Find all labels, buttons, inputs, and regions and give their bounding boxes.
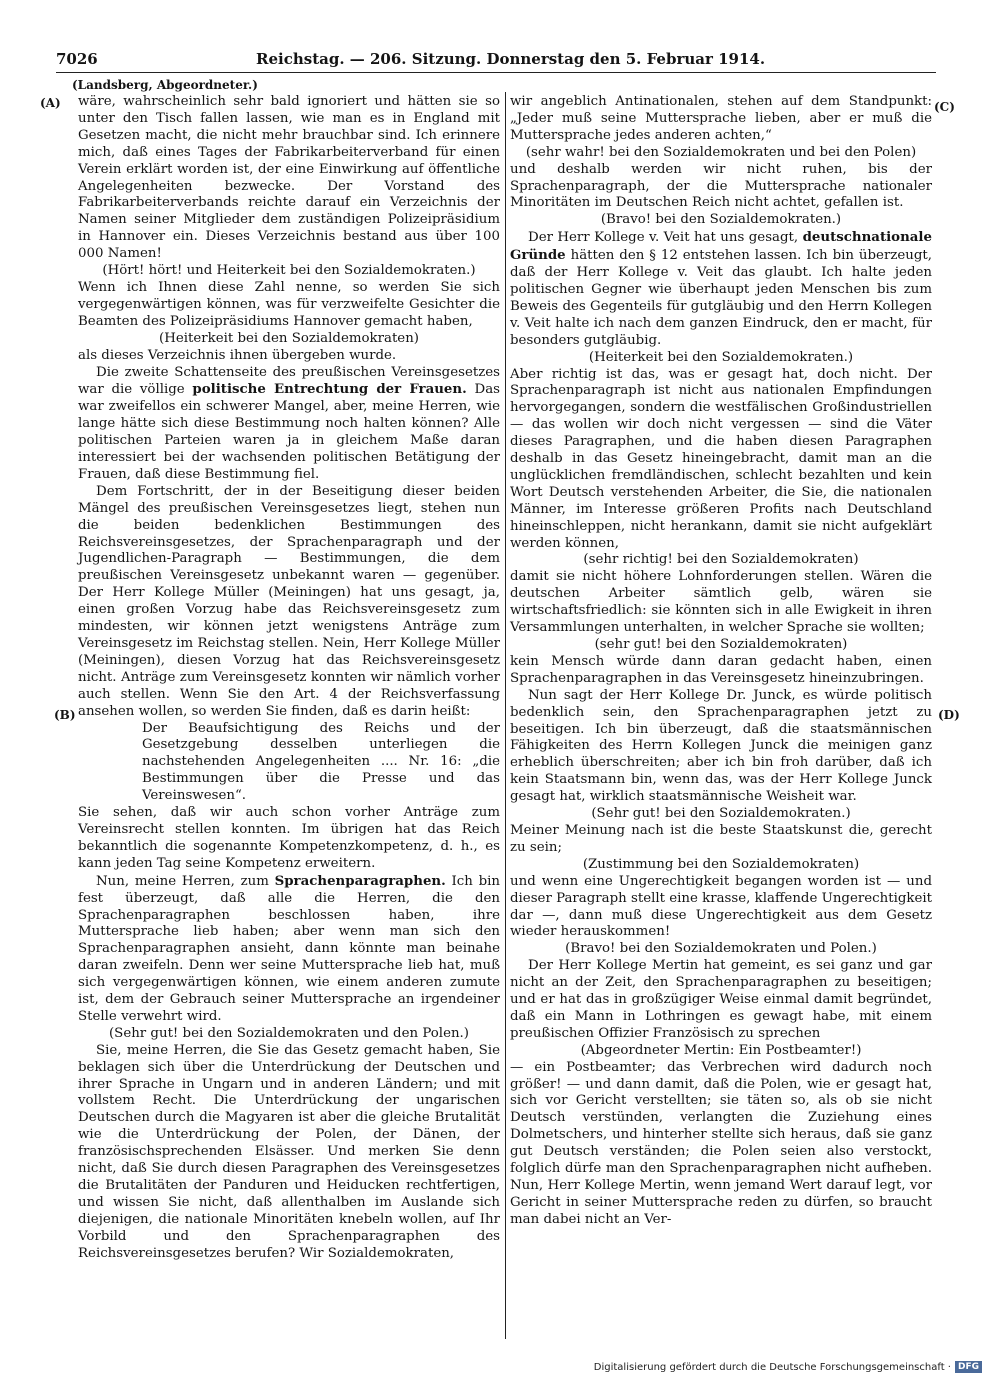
text-run: Die zweite Schattenseite des preußischen Vereinsgesetzes war die völlige — [78, 364, 500, 398]
paragraph: kein Mensch würde dann daran gedacht haben, einen Sprachenparagraphen in das Vereinsgesetz hineinzubringen. — [510, 653, 932, 686]
emphasis: deutschnationale Gründe — [510, 229, 932, 264]
text-run: hätten den § 12 entstehen lassen. Ich bin überzeugt, daß der Herr Kollege v. Veit das glaubt. Ich halte jeden politischen Gegner wie überhaupt jeden Menschen bis zum Beweis des Gegenteils für gutgläubig und den Herrn Kollegen v. Veit halte ich nach dem ganzen Eindruck, den er macht, für besonders gutgläubig. — [510, 248, 932, 348]
interjection: (Hört! hört! und Heiterkeit bei den Sozialdemokraten.) — [102, 263, 476, 279]
footer-text: Digitalisierung gefördert durch die Deutsche Forschungsgemeinschaft · — [593, 1361, 951, 1373]
block-quote: Der Beaufsichtigung des Reichs und der Gesetzgebung desselben unterliegen die nachstehenden Angelegenheiten .... Nr. 16: „die Bestimmungen über die Presse und das Vereinswesen“. — [142, 720, 500, 804]
margin-marker-c: (C) — [934, 100, 955, 114]
paragraph: als dieses Verzeichnis ihnen übergeben wurde. — [78, 347, 397, 363]
paragraph: Nun sagt der Herr Kollege Dr. Junck, es würde politisch bedenklich sein, den Sprachenparagraphen jetzt zu beseitigen. Ich bin überzeugt, daß die staatsmännischen Fähigkeiten des Herrn Kollegen Junck die meinigen ganz erheblich überschreiten; aber ich bin froh darüber, daß ich kein Staatsmann bin, wenn das, was der Herr Kollege Junck gesagt hat, wirklich staatsmännische Weisheit war. — [510, 687, 932, 805]
paragraph: wir angeblich Antinationalen, stehen auf dem Standpunkt: „Jeder muß seine Muttersprache lieben, aber er muß die Muttersprache jedes anderen achten,“ — [510, 94, 932, 143]
header-title: Reichstag. — 206. Sitzung. Donnerstag den 5. Februar 1914. — [256, 50, 766, 68]
paragraph: Wenn ich Ihnen diese Zahl nenne, so werden Sie sich vergegenwärtigen können, was für verzweifelte Gesichter die Beamten des Polizeipräsidiums Hannover gemacht haben, — [78, 279, 500, 329]
paragraph: Dem Fortschritt, der in der Beseitigung dieser beiden Mängel des preußischen Vereinsgesetzes liegt, stehen nun die beiden bedenklichen Bestimmungen des Reichsvereinsgesetzes, der Sprachenparagraph und der Jugendlichen-Paragraph — Bestimmungen, die dem preußischen Vereinsgesetz unbekannt waren — gegenüber. Der Herr Kollege Müller (Meiningen) hat uns gesagt, ja, einen großen Vorzug habe das Reichsvereinsgesetz zum mindesten, wir können jetzt wenigstens Anträge zum Vereinsgesetz im Reichstag stellen. Nein, Herr Kollege Müller (Meiningen), diesen Vorzug hat das Reichsvereinsgesetz nicht. Anträge zum Vereinsgesetz konnten wir nämlich vorher auch stellen. Wenn Sie den Art. 4 der Reichsverfassung ansehen wollen, so werden Sie finden, daß es darin heißt: — [78, 483, 500, 719]
interjection: (Bravo! bei den Sozialdemokraten.) — [600, 212, 842, 228]
interjection: (Bravo! bei den Sozialdemokraten und Polen.) — [565, 941, 877, 957]
interjection: (sehr richtig! bei den Sozialdemokraten) — [583, 552, 859, 568]
interjection: (Heiterkeit bei den Sozialdemokraten.) — [588, 349, 854, 365]
paragraph — [510, 229, 932, 349]
paragraph: damit sie nicht höhere Lohnforderungen stellen. Wären die deutschen Arbeiter sämtlich gelb, wären sie wirtschaftsfriedlich: sie könnten sich in alle Ewigkeit in ihren Versammlungen unterhalten, in welcher Sprache sie wollten; — [510, 569, 932, 636]
paragraph — [78, 365, 500, 484]
margin-marker-d: (D) — [938, 708, 960, 722]
interjection: (sehr wahr! bei den Sozialdemokraten und bei den Polen) — [525, 144, 917, 160]
paragraph: Sie sehen, daß wir auch schon vorher Anträge zum Vereinsrecht stellen konnten. Im übrigen hat das Reich bekanntlich die sogenannte Kompetenzkompetenz, d. h., es kann jeden Tag seine Kompetenz erweitern. — [78, 805, 500, 871]
paragraph: und wenn eine Ungerechtigkeit begangen worden ist — und dieser Paragraph stellt eine krasse, klaffende Ungerechtigkeit dar —, dann muß diese Ungerechtigkeit aus dem Gesetz wieder herauskommen! — [510, 873, 932, 940]
interjection: (Heiterkeit bei den Sozialdemokraten) — [158, 330, 420, 346]
emphasis: politische Entrechtung der Frauen. — [192, 381, 467, 398]
paragraph: und deshalb werden wir nicht ruhen, bis der Sprachenparagraph, der die Muttersprache nationaler Minoritäten im Deutschen Reich nicht achtet, gefallen ist. — [510, 161, 932, 211]
paragraph — [78, 873, 500, 1026]
text-run: Nun, meine Herren, zum — [96, 873, 269, 889]
paragraph: wäre, wahrscheinlich sehr bald ignoriert und hätten sie so unter den Tisch fallen lassen, wie man es in England mit Gesetzen macht, die nicht mehr brauchbar sind. Ich erinnere mich, daß eines Tages der Fabrikarbeiterverband für einen Verein erklärt worden ist, der eine Einwirkung auf öffentliche Angelegenheiten bezwecke. Der Vorstand des Fabrikarbeiterverbands reichte darauf ein Verzeichnis der Namen seiner Mitglieder dem zuständigen Polizeipräsidium in Hannover ein. Dieses Verzeichnis bestand aus über 100 000 Namen! — [78, 94, 500, 262]
interjection: (Sehr gut! bei den Sozialdemokraten und den Polen.) — [108, 1025, 470, 1041]
column-rule — [505, 92, 506, 1339]
interjection: (Abgeordneter Mertin: Ein Postbeamter!) — [580, 1042, 862, 1058]
footer-credit — [594, 1361, 982, 1373]
text-run: Der Herr Kollege v. Veit hat uns gesagt, — [528, 230, 799, 246]
paragraph: Sie, meine Herren, die Sie das Gesetz gemacht haben, Sie beklagen sich über die Unterdrückung der Deutschen und ihrer Sprache in Ungarn und in anderen Ländern; und mit vollstem Recht. Die Unterdrückung der ungarischen Deutschen durch die Magyaren ist aber die gleiche Brutalität wie die Unterdrückung der Polen, der Dänen, der französischsprechenden Elsässer. Und merken Sie denn nicht, daß Sie durch diesen Paragraphen des Vereinsgesetzes die Brutalitäten der Panduren und Heiducken rechtfertigen, und wissen Sie nicht, daß allenthalben im Auslande sich diejenigen, die nationale Minoritäten knebeln wollen, auf Ihr Vorbild und den Sprachenparagraphen des Reichsvereinsgesetzes berufen? Wir Sozialdemokraten, — [78, 1042, 500, 1261]
paragraph: Der Herr Kollege Mertin hat gemeint, es sei ganz und gar nicht an der Zeit, den Sprachenparagraphen zu beseitigen; und er hat das in großzügiger Weise einmal damit begründet, daß ein Mann in Lothringen es gewagt habe, mit einem preußischen Offizier Französisch zu sprechen — [510, 958, 932, 1041]
speaker-note: (Landsberg, Abgeordneter.) — [72, 78, 258, 92]
interjection: (Sehr gut! bei den Sozialdemokraten.) — [591, 806, 851, 822]
emphasis: Sprachenparagraphen. — [274, 872, 446, 889]
right-column — [510, 94, 932, 1229]
page-number: 7026 — [56, 50, 98, 68]
left-column — [78, 94, 500, 1263]
header-rule — [56, 72, 936, 73]
margin-marker-b: (B) — [54, 708, 76, 722]
margin-marker-a: (A) — [40, 96, 61, 110]
paragraph: Meiner Meinung nach ist die beste Staatskunst die, gerecht zu sein; — [510, 822, 932, 855]
text-run: Ich bin fest überzeugt, daß alle die Herren, die den Sprachenparagraphen beschlossen haben, ihre Muttersprache lieb haben; aber wenn man sich den Sprachenparagraphen ansieht, dann könnte man beinahe daran zweifeln. Denn wer seine Muttersprache lieb hat, muß sich vergegenwärtigen können, wie einem anderen zumute ist, dem der Gebrauch seiner Muttersprache an irgendeiner Stelle verwehrt wird. — [78, 873, 500, 1024]
dfg-logo: DFG — [955, 1361, 982, 1373]
paragraph: Aber richtig ist das, was er gesagt hat, doch nicht. Der Sprachenparagraph ist nicht aus nationalen Empfindungen hervorgegangen, sondern die westfälischen Großindustriellen — das wollen wir doch nicht vergessen — sind die Väter dieses Paragraphen, und die haben diesen Paragraphen deshalb in das Gesetz hineingebracht, damit man an die unglücklichen fremdländischen, schlecht bezahlten und kein Wort Deutsch verstehenden Arbeiter, die Sie, die nationalen Männer, im Interesse größeren Profits nach Deutschland hineinschleppen, nicht herankann, damit sie nicht aufgeklärt werden können, — [510, 366, 932, 551]
interjection: (sehr gut! bei den Sozialdemokraten) — [594, 637, 848, 652]
paragraph: — ein Postbeamter; das Verbrechen wird dadurch noch größer! — und dann damit, daß die Polen, wie er gesagt hat, sich vor Gericht verstellten; sie täten so, als ob sie nicht Deutsch verstünden, verlangten die Zuziehung eines Dolmetschers, und hinterher stellte sich heraus, daß sie ganz gut Deutsch verständen; die Polen seien also verstockt, folglich dürfe man den Sprachenparagraphen nicht aufheben. Nun, Herr Kollege Mertin, wenn jemand Wert darauf legt, vor Gericht in seiner Muttersprache reden zu dürfen, so braucht man dabei nicht an Ver- — [510, 1059, 932, 1227]
interjection: (Zustimmung bei den Sozialdemokraten) — [582, 856, 860, 872]
text-run: Das war zweifellos ein schwerer Mangel, aber, meine Herren, wie lange hätte sich diese Bestimmung noch halten können? Alle politischen Parteien waren ja in gleichem Maße daran interessiert bei der wachsenden politischen Betätigung der Frauen, daß diese Bestimmung fiel. — [78, 382, 501, 482]
